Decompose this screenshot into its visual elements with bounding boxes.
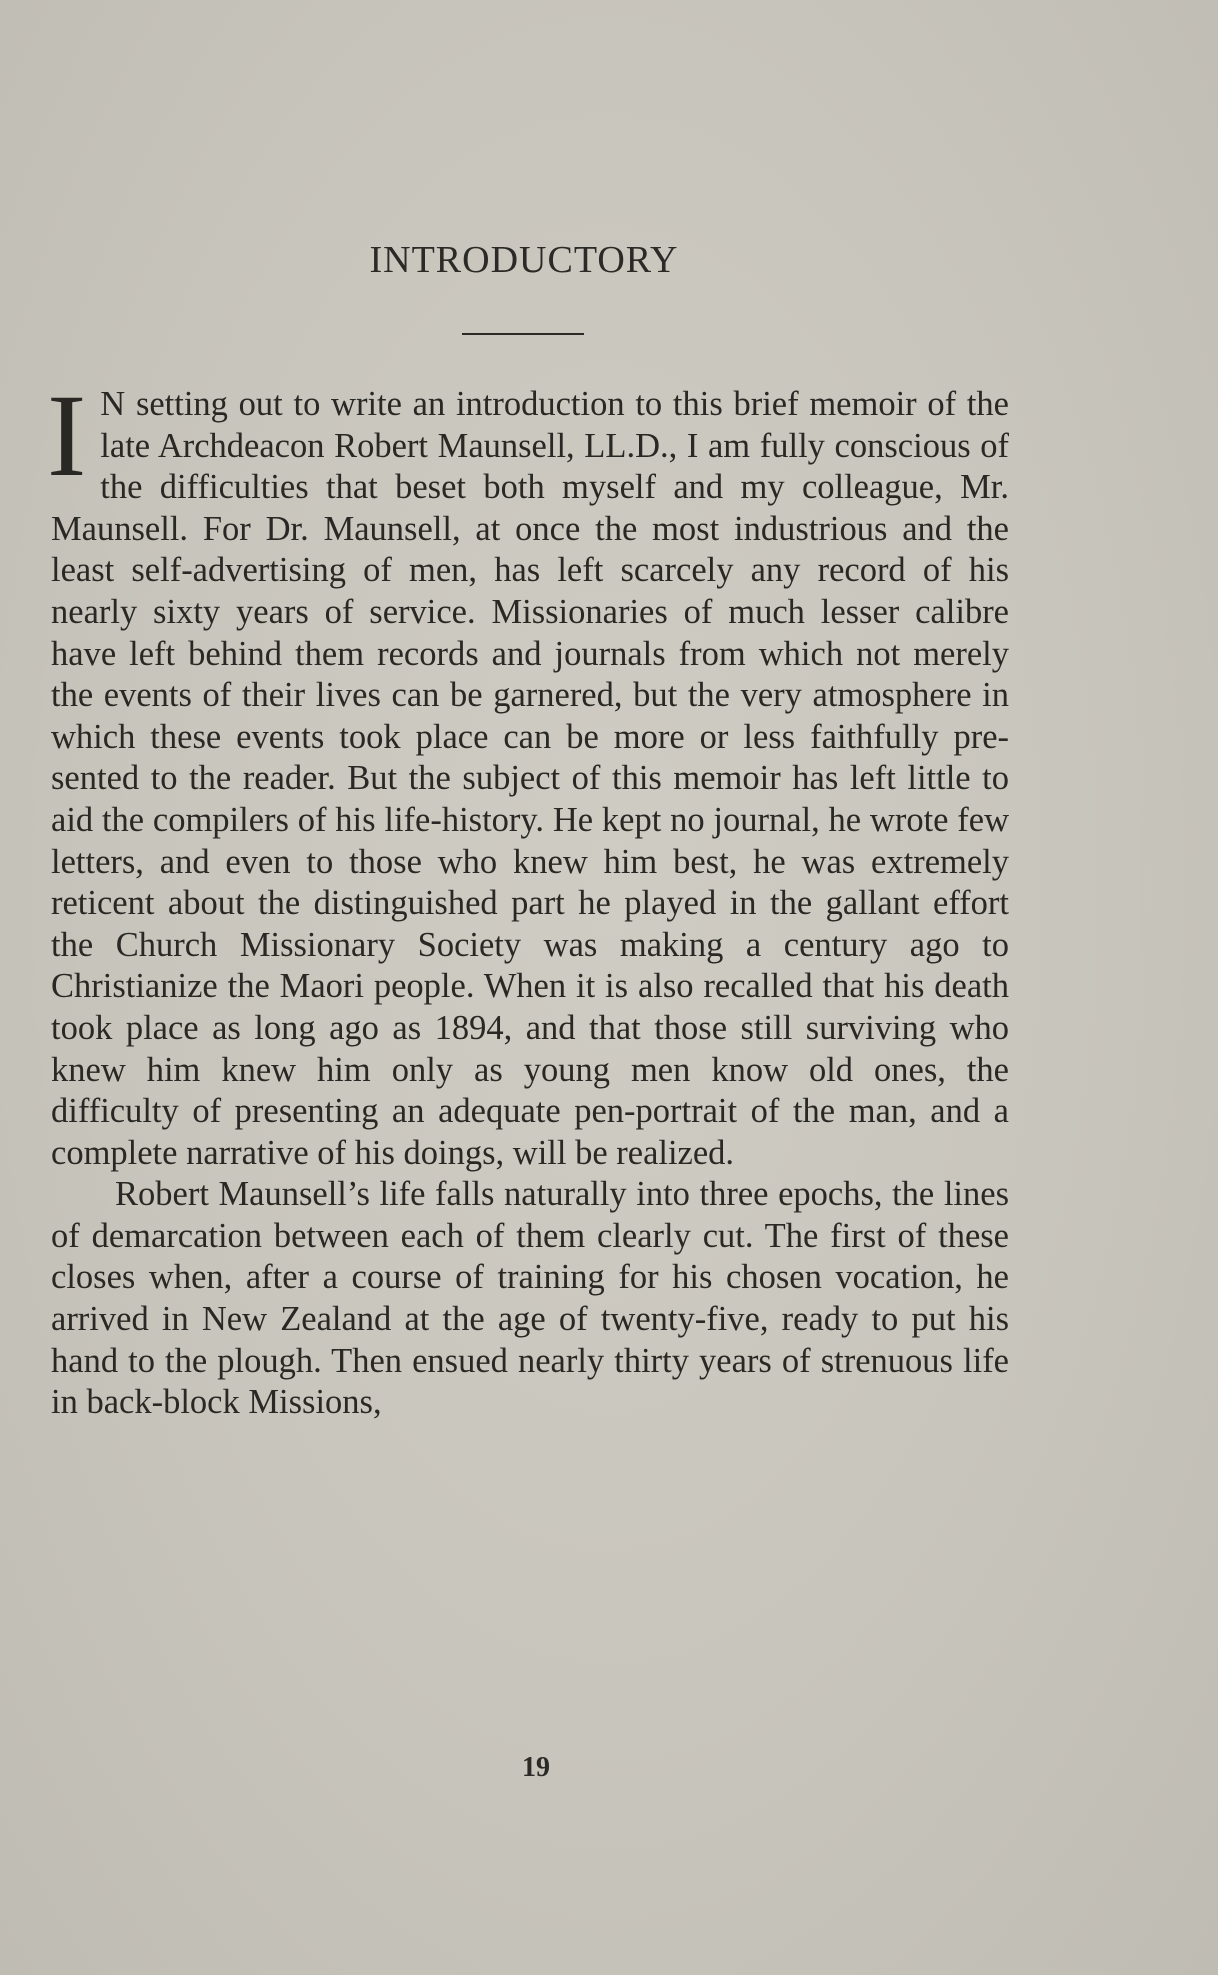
paragraph-second: Robert Maunsell’s life falls naturally into three epochs, the lines of demarcation between each of them clearly cut. The first of these closes when, after a course of training for his chosen vocation, he arrived in New Zealand at the age of twenty-five, ready to put his hand to the plough. Then ensued nearly thirty years of strenuous life in back-block Missions, xyxy=(51,1175,1009,1422)
paragraph-first-text: N setting out to write an introduction to this brief memoir of the late Archdeacon Robert Maunsell, LL.D., I am fully conscious of the difficulties that beset both myself and my colleague, Mr. Maunsell. For Dr. Maunsell, at once the most industrious and the least self-advertising of men, has left scarcely any record of his nearly sixty years of service. Missionaries of much lesser calibre have left behind them records and journals from which not merely the events of their lives can be garnered, but the very atmosphere in which these events took place can be more or less faithfully pre-sented to the reader. But the subject of this memoir has left little to aid the compilers of his life-history. He kept no journal, he wrote few letters, and even to those who knew him best, he was extremely reticent about the distinguished part he played in the gallant effort the Church Missionary Society was making a century ago to Christianize the Maori people. When it is also recalled that his death took place as long ago as 1894, and that those still surviving who knew him knew him only as young men know old ones, the difficulty of presenting an adequate pen-portrait of the man, and a complete narrative of his doings, will be realized. xyxy=(51,385,1009,1172)
page-number: 19 xyxy=(522,1752,550,1783)
chapter-heading: INTRODUCTORY xyxy=(369,239,679,281)
drop-cap: I xyxy=(47,370,87,501)
heading-rule xyxy=(462,333,584,335)
paragraph-first xyxy=(47,370,1009,1174)
body-text xyxy=(47,370,1009,1424)
